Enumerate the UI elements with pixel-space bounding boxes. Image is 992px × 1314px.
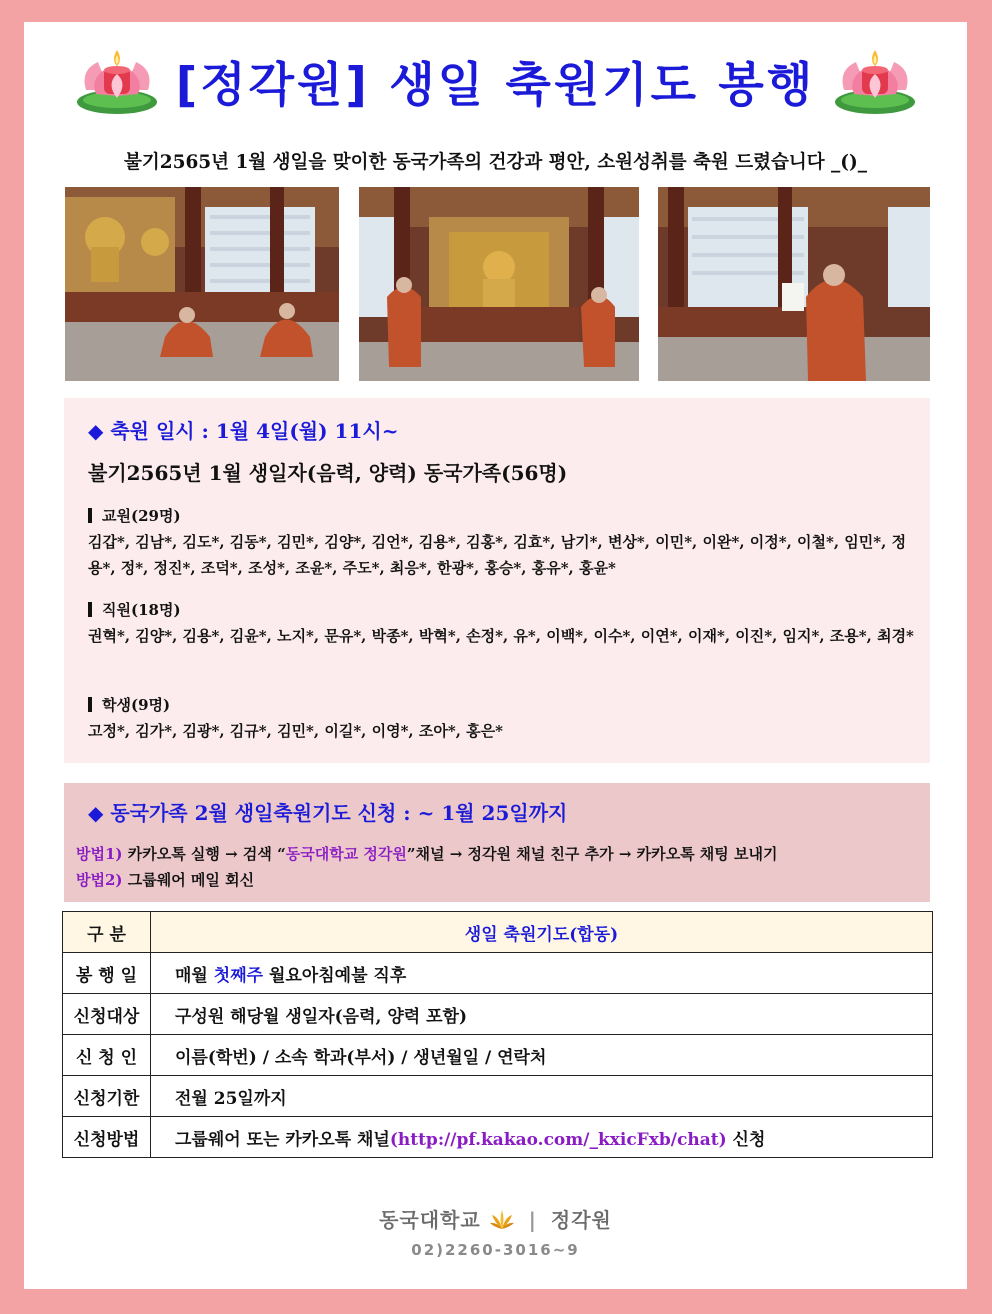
method-1 [76, 843, 777, 864]
university-emblem-icon [489, 1209, 515, 1231]
phone-number: 02)2260-3016~9 [411, 1241, 580, 1259]
row-value: 구성원 해당월 생일자(음력, 양력 포함) [151, 994, 933, 1035]
group-label-text: 교원(29명) [102, 507, 181, 525]
row-value-text: 그룹웨어 또는 카카오톡 채널 [175, 1129, 390, 1150]
method-1-label: 방법1) [76, 845, 123, 863]
honoree-summary: 불기2565년 1월 생일자(음력, 양력) 동국가족(56명) [88, 461, 568, 485]
schedule-table [62, 911, 933, 1158]
names-students: 고정*, 김가*, 김광*, 김규*, 김민*, 이길*, 이영*, 조아*, 홍은* [88, 722, 503, 740]
table-row [63, 1076, 933, 1117]
page-subtitle: 불기2565년 1월 생일을 맞이한 동국가족의 건강과 평안, 소원성취를 축원 드렸습니다 _()_ [123, 152, 868, 173]
row-value-highlight: 첫째주 [213, 965, 264, 986]
application-box [64, 783, 930, 902]
bullet-bar-icon [88, 697, 92, 712]
office-name: 정각원 [550, 1208, 612, 1232]
ceremony-info-box [64, 398, 930, 763]
row-key: 봉 행 일 [63, 953, 151, 994]
group-label-students [88, 694, 170, 715]
method-1-text: 카카오톡 실행 → 검색 “ [122, 845, 286, 863]
names-staff: 권혁*, 김양*, 김용*, 김윤*, 노지*, 문유*, 박종*, 박혁*, 손정*, 유*, 이백*, 이수*, 이연*, 이재*, 이진*, 임지*, 조용*, 최경* [88, 627, 914, 645]
application-heading: ◆ 동국가족 2월 생일축원기도 신청 : ~ 1월 25일까지 [88, 801, 568, 825]
group-label-staff [88, 599, 181, 620]
table-row [63, 1117, 933, 1158]
row-value-text-end: 신청 [726, 1129, 766, 1150]
page-title: [정각원] 생일 축원기도 봉행 [175, 58, 816, 113]
row-key: 신청대상 [63, 994, 151, 1035]
row-key: 신 청 인 [63, 1035, 151, 1076]
ceremony-photo-2 [359, 187, 639, 381]
row-value: 전월 25일까지 [151, 1076, 933, 1117]
method-1-text-end: ”채널 → 정각원 채널 친구 추가 → 카카오톡 채팅 보내기 [406, 845, 778, 863]
row-value [151, 953, 933, 994]
table-header-row [63, 912, 933, 953]
channel-name: 동국대학교 정각원 [285, 845, 407, 863]
ceremony-photo-1 [65, 187, 339, 381]
method-2-label: 방법2) [76, 871, 123, 889]
footer [24, 1204, 967, 1259]
row-value: 이름(학번) / 소속 학과(부서) / 생년월일 / 연락처 [151, 1035, 933, 1076]
ceremony-date: ◆ 축원 일시 : 1월 4일(월) 11시~ [88, 419, 399, 443]
university-name: 동국대학교 [379, 1208, 481, 1232]
table-row [63, 994, 933, 1035]
row-value-text-end: 월요아침예불 직후 [263, 965, 407, 986]
group-label-faculty [88, 505, 181, 526]
row-key: 신청기한 [63, 1076, 151, 1117]
group-label-text: 학생(9명) [102, 696, 171, 714]
ceremony-photo-3 [658, 187, 930, 381]
table-row [63, 953, 933, 994]
table-row [63, 1035, 933, 1076]
university-logo [24, 1204, 967, 1233]
table-header-value: 생일 축원기도(합동) [151, 912, 933, 953]
method-2-text: 그룹웨어 메일 회신 [122, 871, 255, 889]
row-value [151, 1117, 933, 1158]
row-key: 신청방법 [63, 1117, 151, 1158]
logo-separator: | [528, 1208, 537, 1232]
table-header-key: 구 분 [63, 912, 151, 953]
method-2 [76, 869, 254, 890]
bullet-bar-icon [88, 508, 92, 523]
kakao-channel-link[interactable]: (http://pf.kakao.com/_kxicFxb/chat) [389, 1129, 727, 1150]
poster-page [24, 22, 967, 1289]
bullet-bar-icon [88, 602, 92, 617]
group-label-text: 직원(18명) [102, 601, 181, 619]
row-value-text: 매월 [175, 965, 214, 986]
names-faculty: 김갑*, 김남*, 김도*, 김동*, 김민*, 김양*, 김언*, 김용*, 김홍*, 김효*, 남기*, 변상*, 이민*, 이완*, 이정*, 이철*, 임민*, 정용*, 정*, 정진*, 조덕*, 조성*, 조윤*, 주도*, 최응*, 한광*, 홍승*, 홍유*, 홍윤* [88, 533, 907, 577]
